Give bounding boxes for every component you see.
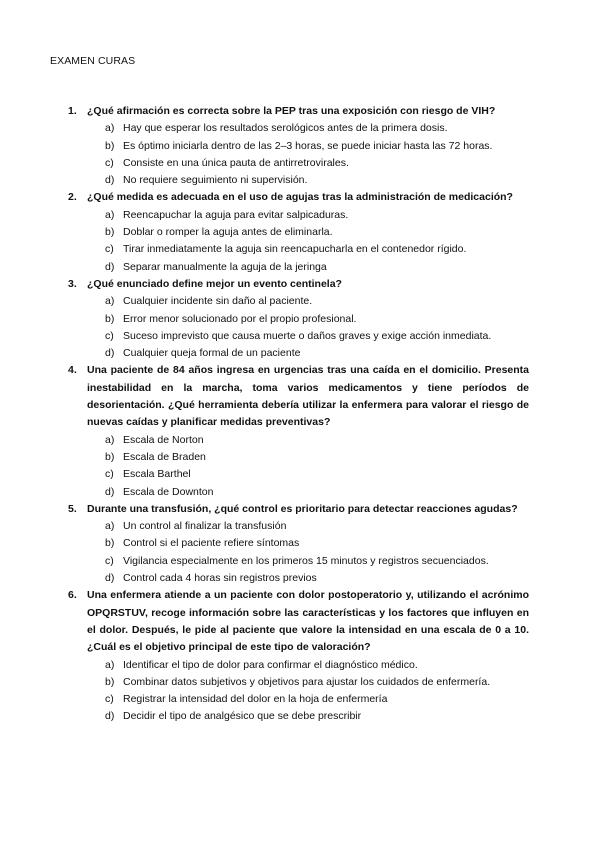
question-number: 2.	[68, 191, 77, 204]
answer-option	[68, 691, 529, 708]
option-text: Cualquier incidente sin daño al paciente.	[123, 295, 313, 308]
answer-option	[68, 311, 529, 328]
option-letter: d)	[105, 260, 115, 273]
question-text: Durante una transfusión, ¿qué control es prioritario para detectar reacciones agudas?	[87, 502, 518, 515]
option-text: Decidir el tipo de analgésico que se debe prescribir	[123, 710, 362, 723]
question-list	[68, 103, 529, 726]
option-text: Control cada 4 horas sin registros previos	[123, 572, 317, 585]
answer-option	[68, 708, 529, 725]
option-letter: d)	[105, 485, 115, 498]
option-letter: c)	[105, 554, 114, 567]
option-letter: a)	[105, 520, 115, 533]
option-list	[68, 518, 529, 587]
option-list	[68, 432, 529, 501]
answer-option	[68, 120, 529, 137]
option-text: Suceso imprevisto que causa muerte o daños graves y exige acción inmediata.	[123, 329, 492, 342]
option-text: Consiste en una única pauta de antirretrovirales.	[123, 156, 349, 169]
question-number: 5.	[68, 502, 77, 515]
option-text: Cualquier queja formal de un paciente	[123, 347, 301, 360]
question-5	[68, 501, 529, 587]
answer-option	[68, 535, 529, 552]
option-letter: b)	[105, 537, 115, 550]
option-list	[68, 293, 529, 362]
answer-option	[68, 241, 529, 258]
answer-option	[68, 155, 529, 172]
question-number: 4.	[68, 364, 77, 377]
answer-option	[68, 259, 529, 276]
question-number: 3.	[68, 277, 77, 290]
answer-option	[68, 293, 529, 310]
option-text: Es óptimo iniciarla dentro de las 2–3 horas, se puede iniciar hasta las 72 horas.	[123, 139, 493, 152]
option-letter: c)	[105, 468, 114, 481]
answer-option	[68, 484, 529, 501]
option-letter: d)	[105, 174, 115, 187]
question-stem	[68, 362, 529, 431]
question-text: Una paciente de 84 años ingresa en urgencias tras una caída en el domicilio. Presenta inestabilidad en la marcha, toma varios medicamentos y tiene períodos de desorientación. ¿Qué herramienta debería utilizar la enfermera para valorar el riesgo de nuevas caídas y planificar medidas preventivas?	[87, 364, 529, 429]
option-text: Doblar o romper la aguja antes de eliminarla.	[123, 226, 333, 239]
option-letter: a)	[105, 122, 115, 135]
answer-option	[68, 466, 529, 483]
option-letter: a)	[105, 433, 115, 446]
option-text: Identificar el tipo de dolor para confirmar el diagnóstico médico.	[123, 658, 418, 671]
option-letter: a)	[105, 208, 115, 221]
question-1	[68, 103, 529, 189]
option-text: Vigilancia especialmente en los primeros 15 minutos y registros secuenciados.	[123, 554, 489, 567]
option-text: Escala de Norton	[123, 433, 204, 446]
answer-option	[68, 207, 529, 224]
option-text: Escala de Downton	[123, 485, 214, 498]
question-3	[68, 276, 529, 362]
option-letter: d)	[105, 572, 115, 585]
option-text: Registrar la intensidad del dolor en la hoja de enfermería	[123, 693, 388, 706]
answer-option	[68, 172, 529, 189]
answer-option	[68, 449, 529, 466]
question-text: ¿Qué afirmación es correcta sobre la PEP tras una exposición con riesgo de VIH?	[87, 105, 496, 117]
question-text: ¿Qué medida es adecuada en el uso de agujas tras la administración de medicación?	[87, 191, 513, 204]
option-text: Error menor solucionado por el propio profesional.	[123, 312, 357, 325]
question-6	[68, 587, 529, 725]
answer-option	[68, 138, 529, 155]
answer-option	[68, 328, 529, 345]
option-letter: b)	[105, 312, 115, 325]
option-list	[68, 207, 529, 276]
option-letter: c)	[105, 693, 114, 706]
answer-option	[68, 518, 529, 535]
option-text: Combinar datos subjetivos y objetivos para ajustar los cuidados de enfermería.	[123, 675, 491, 688]
answer-option	[68, 657, 529, 674]
option-letter: c)	[105, 329, 114, 342]
answer-option	[68, 570, 529, 587]
question-text: ¿Qué enunciado define mejor un evento centinela?	[87, 277, 342, 290]
question-stem	[68, 587, 529, 656]
option-letter: b)	[105, 450, 115, 463]
option-letter: a)	[105, 658, 115, 671]
option-text: Control si el paciente refiere síntomas	[123, 537, 300, 550]
question-number: 6.	[68, 589, 77, 602]
answer-option	[68, 553, 529, 570]
option-letter: b)	[105, 226, 115, 239]
question-stem	[68, 501, 529, 518]
option-text: Un control al finalizar la transfusión	[123, 520, 287, 533]
question-number: 1.	[68, 105, 77, 117]
question-2	[68, 189, 529, 275]
option-letter: c)	[105, 243, 114, 256]
option-text: Hay que esperar los resultados serológicos antes de la primera dosis.	[123, 122, 448, 135]
option-letter: b)	[105, 675, 115, 688]
answer-option	[68, 432, 529, 449]
option-text: Separar manualmente la aguja de la jeringa	[123, 260, 327, 273]
option-letter: a)	[105, 295, 115, 308]
question-4	[68, 362, 529, 500]
option-letter: b)	[105, 139, 115, 152]
option-list	[68, 120, 529, 189]
question-stem	[68, 189, 529, 206]
option-letter: d)	[105, 710, 115, 723]
answer-option	[68, 674, 529, 691]
option-text: Reencapuchar la aguja para evitar salpicaduras.	[123, 208, 349, 221]
option-letter: c)	[105, 156, 114, 169]
exam-title: EXAMEN CURAS	[50, 55, 136, 67]
option-text: No requiere seguimiento ni supervisión.	[123, 174, 308, 187]
option-list	[68, 657, 529, 726]
option-letter: d)	[105, 347, 115, 360]
option-text: Escala Barthel	[123, 468, 191, 481]
question-stem	[68, 276, 529, 293]
question-text: Una enfermera atiende a un paciente con dolor postoperatorio y, utilizando el acrónimo OPQRSTUV, recoge información sobre las características y los factores que influyen en el dolor. Después, le pide al paciente que valore la intensidad en una escala de 0 a 10. ¿Cuál es el objetivo principal de este tipo de valoración?	[87, 589, 529, 654]
question-stem	[68, 103, 529, 120]
option-text: Tirar inmediatamente la aguja sin reencapucharla en el contenedor rígido.	[123, 243, 467, 256]
answer-option	[68, 345, 529, 362]
option-text: Escala de Braden	[123, 450, 206, 463]
answer-option	[68, 224, 529, 241]
